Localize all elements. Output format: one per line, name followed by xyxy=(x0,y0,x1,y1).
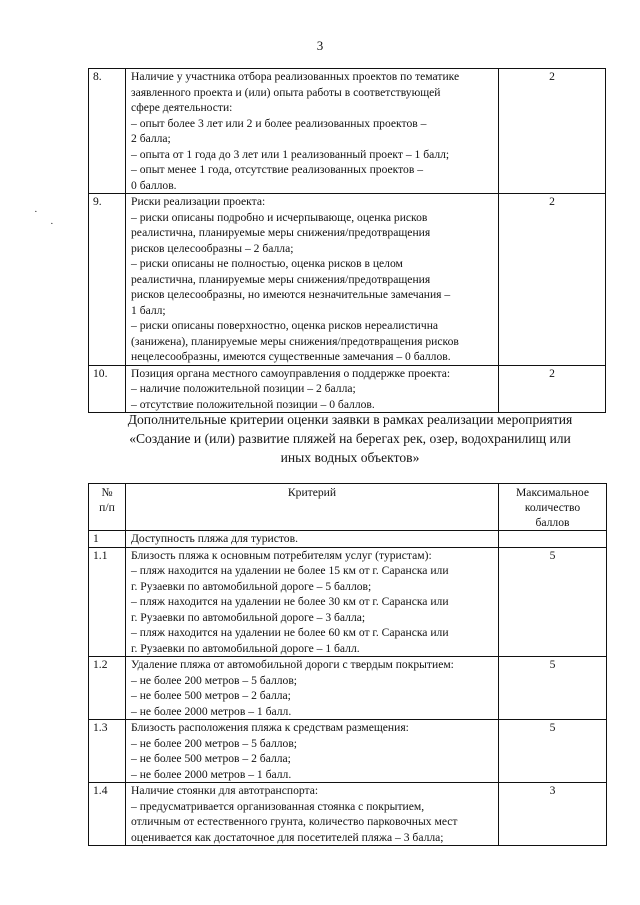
criterion-line: г. Рузаевки по автомобильной дороге – 3 балла; xyxy=(131,610,366,624)
header-criterion: Критерий xyxy=(126,484,499,531)
criterion-line: – пляж находится на удалении не более 15 км от г. Саранска или xyxy=(131,564,449,577)
table-row xyxy=(89,365,606,413)
heading-line: Дополнительные критерии оценки заявки в рамках реализации мероприятия xyxy=(127,412,573,427)
criterion-line: – риски описаны не полностью, оценка рисков в целом xyxy=(131,257,403,270)
margin-mark: · xyxy=(34,206,38,218)
page-number: 3 xyxy=(316,38,324,53)
row-number: 1.1 xyxy=(89,547,126,657)
row-criterion xyxy=(126,531,499,548)
row-criterion xyxy=(126,69,499,194)
criterion-line: Наличие у участника отбора реализованных проектов по тематике xyxy=(131,70,460,83)
criterion-line: – наличие положительной позиции – 2 балла; xyxy=(131,382,356,395)
criterion-line: – не более 2000 метров – 1 балл. xyxy=(131,767,292,781)
row-criterion xyxy=(126,657,499,720)
criterion-line: сфере деятельности: xyxy=(131,101,233,114)
row-number: 1.4 xyxy=(89,783,126,846)
criterion-line: рисков целесообразны – 2 балла; xyxy=(131,241,294,255)
criterion-line: Наличие стоянки для автотранспорта: xyxy=(131,784,319,797)
row-criterion xyxy=(126,194,499,366)
table-row xyxy=(89,547,607,657)
row-number: 10. xyxy=(89,365,126,413)
row-number: 1 xyxy=(89,531,126,548)
row-max-score: 2 xyxy=(499,365,606,413)
header-max-line: Максимальное xyxy=(515,486,590,499)
criterion-line: нецелесообразны, имеются существенные замечания – 0 баллов. xyxy=(131,350,451,363)
criterion-line: – опыта от 1 года до 3 лет или 1 реализованный проект – 1 балл; xyxy=(131,147,450,161)
criterion-line: – не более 500 метров – 2 балла; xyxy=(131,752,291,765)
row-max-score: 5 xyxy=(499,657,607,720)
table-row xyxy=(89,194,606,366)
table-row xyxy=(89,531,607,548)
criterion-line: Доступность пляжа для туристов. xyxy=(131,532,298,545)
heading-line: «Создание и (или) развитие пляжей на берегах рек, озер, водохранилищ или xyxy=(129,431,571,446)
header-max-line: баллов xyxy=(535,516,570,529)
criteria-table-lower xyxy=(88,483,607,846)
section-heading xyxy=(70,410,630,467)
criterion-line: 0 баллов. xyxy=(131,178,177,192)
row-max-score: 2 xyxy=(499,69,606,194)
table-row xyxy=(89,783,607,846)
header-num-line: п/п xyxy=(99,501,115,514)
table-header-row xyxy=(89,484,607,531)
criterion-line: оценивается как достаточное для посетителей пляжа – 3 балла; xyxy=(131,830,444,844)
criterion-line: – пляж находится на удалении не более 60 км от г. Саранска или xyxy=(131,626,449,639)
criterion-line: – не более 200 метров – 5 баллов; xyxy=(131,736,298,750)
criterion-line: реалистична, планируемые меры снижения/предотвращения xyxy=(131,272,431,286)
row-max-score: 5 xyxy=(499,547,607,657)
criterion-line: – опыт менее 1 года, отсутствие реализованных проектов – xyxy=(131,163,424,176)
criterion-line: – не более 500 метров – 2 балла; xyxy=(131,689,291,702)
row-max-score xyxy=(499,531,607,548)
criterion-line: – не более 200 метров – 5 баллов; xyxy=(131,673,298,687)
row-max-score: 2 xyxy=(499,194,606,366)
criterion-line: 1 балл; xyxy=(131,303,166,317)
margin-mark: · xyxy=(50,218,54,230)
header-max xyxy=(499,484,607,531)
row-criterion xyxy=(126,365,499,413)
criterion-line: – риски описаны подробно и исчерпывающе, оценка рисков xyxy=(131,210,428,224)
criterion-line: – пляж находится на удалении не более 30 км от г. Саранска или xyxy=(131,595,449,608)
criterion-line: Удаление пляжа от автомобильной дороги с твердым покрытием: xyxy=(131,658,454,671)
criterion-line: Близость расположения пляжа к средствам размещения: xyxy=(131,721,409,734)
criterion-line: Позиция органа местного самоуправления о поддержке проекта: xyxy=(131,366,451,380)
criterion-line: – предусматривается организованная стоянка с покрытием, xyxy=(131,799,425,813)
row-criterion xyxy=(126,720,499,783)
criterion-line: г. Рузаевки по автомобильной дороге – 1 балл. xyxy=(131,641,360,655)
criterion-line: Близость пляжа к основным потребителям услуг (туристам): xyxy=(131,548,432,562)
row-number: 9. xyxy=(89,194,126,366)
criteria-table-upper xyxy=(88,68,606,413)
table-row xyxy=(89,720,607,783)
table-row xyxy=(89,657,607,720)
row-criterion xyxy=(126,783,499,846)
criterion-line: отличным от естественного грунта, количество парковочных мест xyxy=(131,815,458,828)
row-number: 1.2 xyxy=(89,657,126,720)
criterion-line: Риски реализации проекта: xyxy=(131,195,266,208)
header-max-line: количество xyxy=(524,501,581,514)
criterion-line: г. Рузаевки по автомобильной дороге – 5 баллов; xyxy=(131,579,372,593)
criterion-line: реалистична, планируемые меры снижения/предотвращения xyxy=(131,226,431,239)
criterion-line: 2 балла; xyxy=(131,132,171,145)
criterion-line: заявленного проекта и (или) опыта работы в соответствующей xyxy=(131,85,441,99)
criterion-line: – опыт более 3 лет или 2 и более реализованных проектов – xyxy=(131,116,427,130)
criterion-line: – отсутствие положительной позиции – 0 баллов. xyxy=(131,397,375,411)
criterion-line: рисков целесообразны, но имеются незначительные замечания – xyxy=(131,288,451,301)
criterion-line: – риски описаны поверхностно, оценка рисков нереалистична xyxy=(131,319,439,332)
header-num xyxy=(89,484,126,531)
row-number: 1.3 xyxy=(89,720,126,783)
row-criterion xyxy=(126,547,499,657)
row-max-score: 3 xyxy=(499,783,607,846)
criterion-line: (занижена), планируемые меры снижения/предотвращения рисков xyxy=(131,334,459,348)
table-row xyxy=(89,69,606,194)
criterion-line: – не более 2000 метров – 1 балл. xyxy=(131,704,292,718)
row-max-score: 5 xyxy=(499,720,607,783)
row-number: 8. xyxy=(89,69,126,194)
heading-line: иных водных объектов» xyxy=(280,450,420,465)
header-num-line: № xyxy=(101,486,113,499)
